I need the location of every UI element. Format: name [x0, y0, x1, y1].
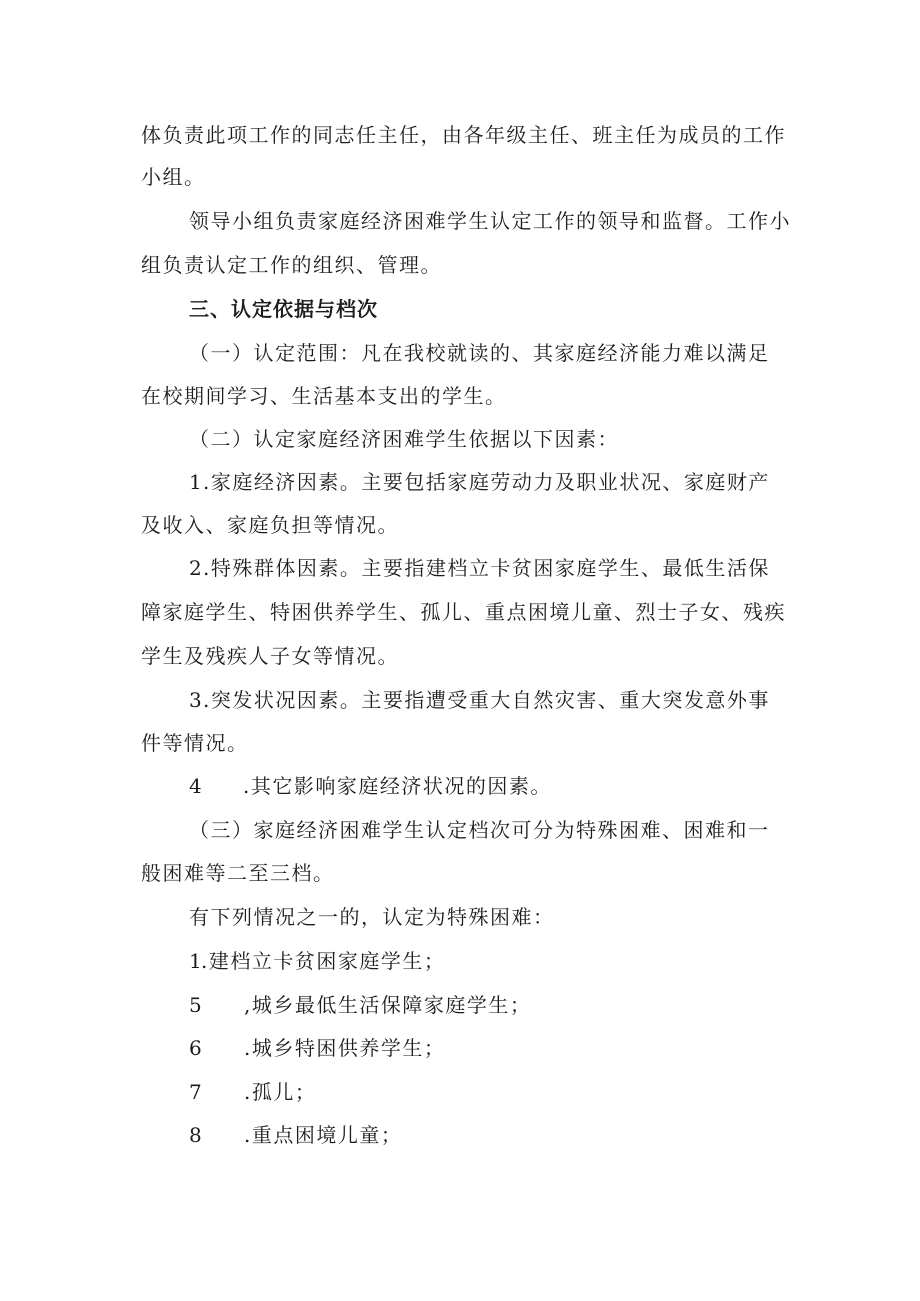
paragraph-line: 障家庭学生、特困供养学生、孤儿、重点困境儿童、烈士子女、残疾: [141, 600, 786, 624]
paragraph-line: （三）家庭经济困难学生认定档次可分为特殊困难、困难和一: [189, 818, 770, 842]
paragraph-line: 及收入、家庭负担等情况。: [141, 513, 399, 537]
paragraph-line: （一）认定范围：凡在我校就读的、其家庭经济能力难以满足: [189, 341, 770, 365]
paragraph-line: 小组。: [141, 165, 206, 189]
list-number: 7: [189, 1080, 202, 1104]
paragraph-line: 体负责此项工作的同志任主任，由各年级主任、班主任为成员的工作: [141, 123, 786, 147]
section-heading: 三、认定依据与档次: [189, 297, 378, 321]
list-item-text: .城乡特困供养学生；: [244, 1036, 446, 1060]
list-number: 1: [189, 949, 202, 973]
paragraph-line: 领导小组负责家庭经济困难学生认定工作的领导和监督。工作小: [189, 209, 791, 233]
paragraph-line: 组负责认定工作的组织、管理。: [141, 253, 442, 277]
paragraph-line: 般困难等二至三档。: [141, 861, 335, 885]
list-number: 8: [189, 1123, 202, 1147]
paragraph-line: 件等情况。: [141, 731, 249, 755]
list-number: 2: [189, 556, 202, 580]
list-number: 4: [189, 774, 202, 798]
paragraph-line: 在校期间学习、生活基本支出的学生。: [141, 384, 507, 408]
list-item-text: .突发状况因素。主要指遭受重大自然灾害、重大突发意外事: [203, 688, 770, 712]
list-item-text: .建档立卡贫困家庭学生；: [201, 949, 446, 973]
paragraph-line: 学生及残疾人子女等情况。: [141, 644, 399, 668]
list-item-text: .重点困境儿童；: [244, 1123, 403, 1147]
list-item-text: .孤儿；: [244, 1080, 317, 1104]
paragraph-line: （二）认定家庭经济困难学生依据以下因素：: [189, 427, 619, 451]
list-number: 6: [189, 1036, 202, 1060]
list-number: 1: [189, 470, 202, 494]
list-number: 5: [189, 993, 202, 1017]
list-item-text: .其它影响家庭经济状况的因素。: [243, 774, 552, 798]
list-item-text: .特殊群体因素。主要指建档立卡贫困家庭学生、最低生活保: [203, 556, 770, 580]
list-number: 3: [189, 688, 202, 712]
list-item-text: ,城乡最低生活保障家庭学生；: [244, 993, 532, 1017]
paragraph-line: 有下列情况之一的，认定为特殊困难：: [189, 905, 555, 929]
list-item-text: .家庭经济因素。主要包括家庭劳动力及职业状况、家庭财产: [203, 470, 770, 494]
